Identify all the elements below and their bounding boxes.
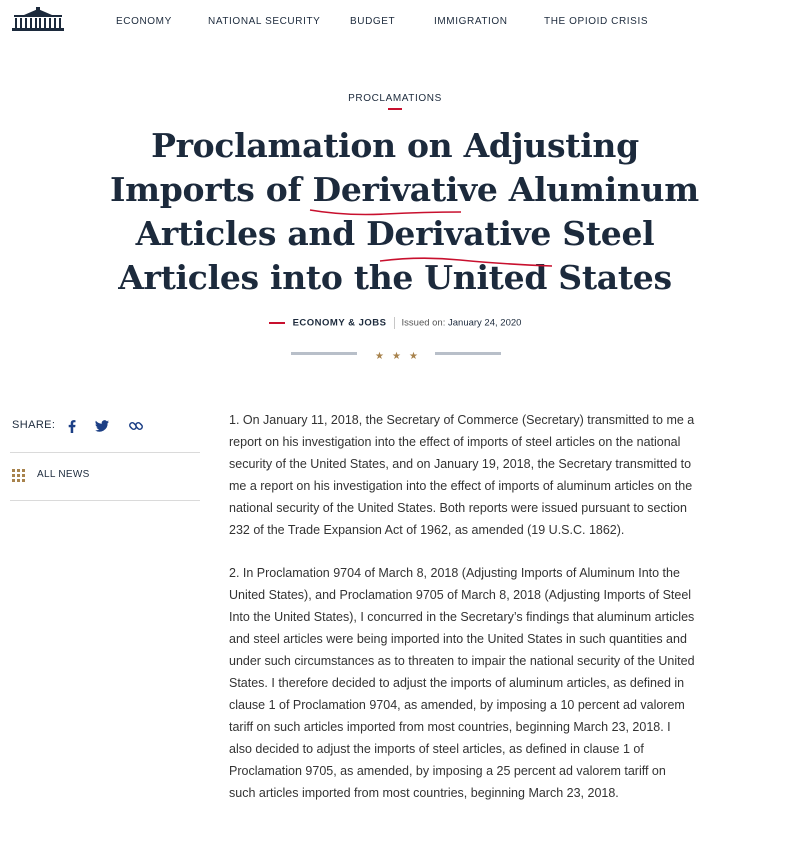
nav-item-budget[interactable]: BUDGET	[350, 16, 396, 27]
svg-text:★: ★	[392, 351, 401, 362]
svg-text:★: ★	[409, 351, 418, 362]
title-line: Proclamation on Adjusting	[151, 126, 639, 165]
link-icon[interactable]	[128, 418, 144, 434]
share-bar	[12, 418, 202, 434]
twitter-icon[interactable]	[94, 418, 110, 434]
article-paragraph: 1. On January 11, 2018, the Secretary of Commerce (Secretary) transmitted to me a report on his investigation into the effect of imports of steel articles on the national security of the United States, and on January 19, 2018, the Secretary transmitted to me a report on his investigation into the effect of imports of aluminum articles on the national security of the United States. Both reports were issued pursuant to section 232 of the Trade Expansion Act of 1962, as amended (19 U.S.C. 1862).	[229, 413, 695, 537]
issued-date: January 24, 2020	[448, 317, 522, 329]
svg-text:★: ★	[375, 351, 384, 362]
top-nav	[0, 0, 810, 44]
meta-accent-dash	[269, 322, 285, 324]
eyebrow-underline	[388, 108, 402, 110]
title-line: Articles into the United States	[118, 258, 672, 297]
category-link[interactable]: ECONOMY & JOBS	[292, 317, 387, 329]
article-meta	[0, 317, 790, 329]
eyebrow-label[interactable]: PROCLAMATIONS	[348, 93, 442, 104]
stars-divider	[291, 346, 501, 362]
sidebar-divider	[10, 500, 200, 501]
nav-item-immigration[interactable]: IMMIGRATION	[434, 16, 508, 27]
all-news-label[interactable]: ALL NEWS	[37, 469, 90, 480]
page-title	[110, 124, 699, 300]
nav-item-opioid-crisis[interactable]: THE OPIOID CRISIS	[544, 16, 649, 27]
title-line: Articles and Derivative Steel	[135, 214, 655, 253]
share-label: SHARE:	[12, 419, 56, 431]
issued-label: Issued on:	[401, 317, 446, 329]
sidebar-divider	[10, 452, 200, 453]
article-paragraph: 2. In Proclamation 9704 of March 8, 2018 (Adjusting Imports of Aluminum Into the United States), and Proclamation 9705 of March 8, 2018 (Adjusting Imports of Steel Into the United States), I concurred in the Secretary’s findings that aluminum articles and steel articles were being imported into the United States in such quantities and under such circumstances as to threaten to impair the national security of the United States. I therefore decided to adjust the imports of aluminum articles, as defined in clause 1 of Proclamation 9704, as amended, by imposing a 10 percent ad valorem tariff on such articles imported from most countries, beginning March 23, 2018. I also decided to adjust the imports of steel articles, as defined in clause 1 of Proclamation 9705, as amended, by imposing a 25 percent ad valorem tariff on such articles imported from most countries, beginning March 23, 2018.	[229, 566, 695, 800]
nav-item-economy[interactable]: ECONOMY	[116, 16, 172, 27]
title-line: Imports of Derivative Aluminum	[110, 170, 699, 209]
grid-icon	[12, 469, 25, 482]
all-news-link[interactable]	[12, 468, 200, 484]
meta-separator	[394, 317, 395, 329]
nav-item-national-security[interactable]: NATIONAL SECURITY	[208, 16, 321, 27]
article-body	[229, 409, 695, 825]
facebook-icon[interactable]	[64, 418, 80, 434]
white-house-logo-icon[interactable]	[12, 7, 64, 31]
article-eyebrow[interactable]	[0, 93, 790, 104]
